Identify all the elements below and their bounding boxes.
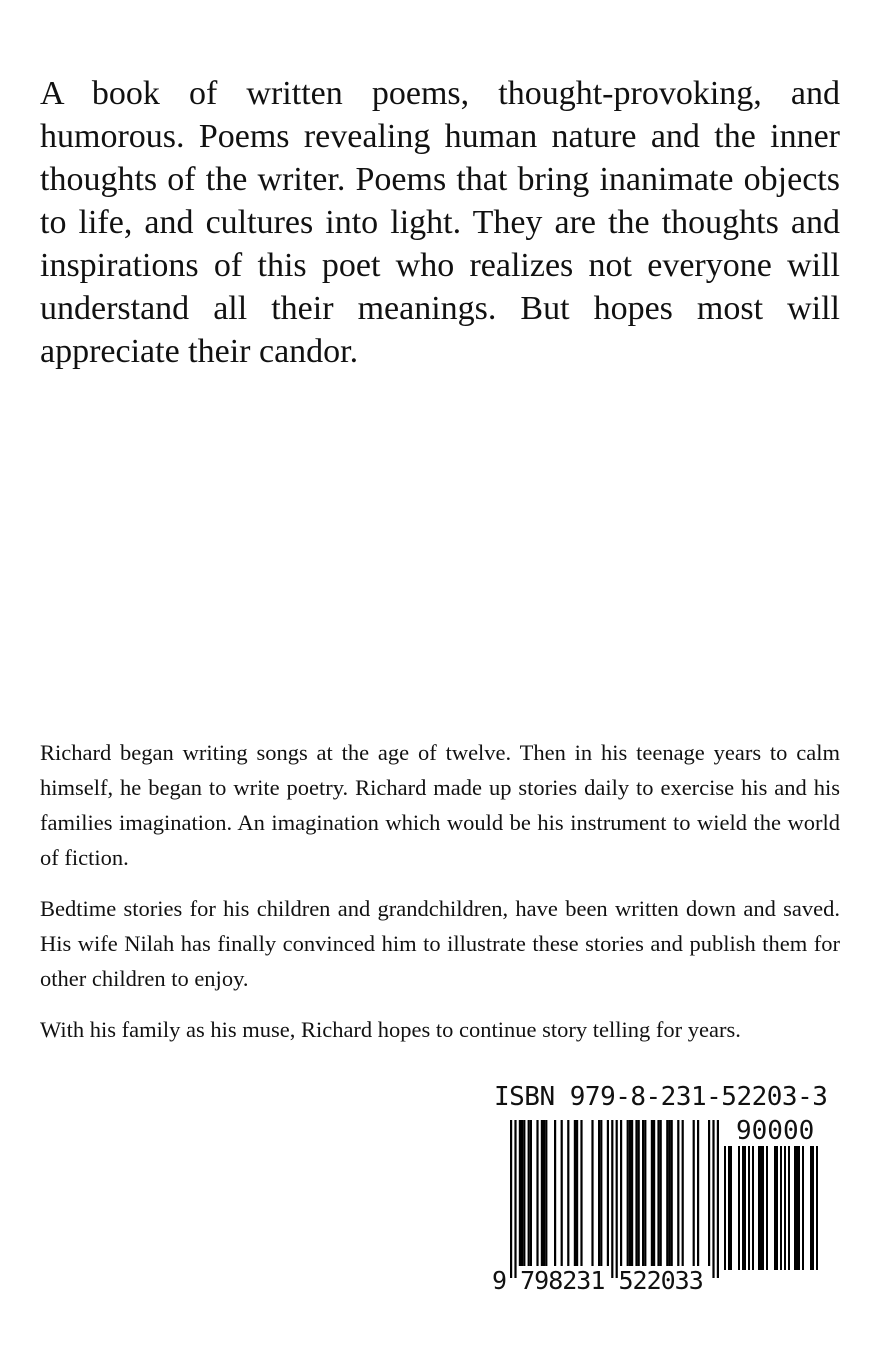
barcode-bar — [677, 1120, 679, 1266]
addon-barcode-bar — [766, 1146, 768, 1270]
back-cover-blurb: A book of written poems, thought-provoking, and humorous. Poems revealing human nature and the inner thoughts of the writer. Poems that bring inanimate objects to life, and cultures into light. They are the thoughts and inspirations of this poet who realizes not everyone will understand all their meanings. But hopes most will appreciate their candor. — [40, 75, 840, 370]
barcode-bar — [697, 1120, 699, 1266]
addon-barcode-bar — [816, 1146, 818, 1270]
barcode-bar — [660, 1120, 662, 1266]
addon-barcode-bar — [738, 1146, 740, 1270]
addon-barcode-bar — [798, 1146, 800, 1270]
barcode-bar — [528, 1120, 530, 1266]
barcode-bar — [519, 1120, 521, 1266]
barcode-bar — [567, 1120, 569, 1266]
barcode-bar — [717, 1120, 719, 1278]
barcode-bar — [580, 1120, 582, 1266]
barcode-bar — [616, 1120, 618, 1278]
barcode-bar — [554, 1120, 556, 1266]
barcode-bar — [545, 1120, 547, 1266]
addon-barcode-bar — [780, 1146, 782, 1270]
barcode-bar — [543, 1120, 545, 1266]
barcode-bar — [600, 1120, 602, 1266]
barcode-bar — [635, 1120, 637, 1266]
barcode-bar — [629, 1120, 631, 1266]
barcode-bar — [651, 1120, 653, 1266]
barcode-bar — [591, 1120, 593, 1266]
barcode-bar — [631, 1120, 633, 1266]
barcode-bar — [561, 1120, 563, 1266]
addon-barcode-bar — [748, 1146, 750, 1270]
barcode-bar — [607, 1120, 609, 1266]
price-addon-code: 90000 — [736, 1116, 815, 1146]
barcode-bar — [638, 1120, 640, 1266]
bio-paragraph-3: With his family as his muse, Richard hopes to continue story telling for years. — [40, 1017, 741, 1042]
barcode-bar — [666, 1120, 668, 1266]
barcode-bar — [682, 1120, 684, 1266]
barcode-bar — [712, 1120, 714, 1278]
barcode-bar — [536, 1120, 538, 1266]
barcode-bar — [693, 1120, 695, 1266]
barcode-bar — [521, 1120, 523, 1266]
addon-barcode-bar — [784, 1146, 786, 1270]
barcode-bar — [574, 1120, 576, 1266]
author-bio — [40, 735, 840, 1063]
barcode-bar — [530, 1120, 532, 1266]
barcode-bar — [598, 1120, 600, 1266]
addon-barcode-bar — [744, 1146, 746, 1270]
barcode-bar — [657, 1120, 659, 1266]
addon-barcode-bar — [774, 1146, 776, 1270]
addon-barcode-bar — [752, 1146, 754, 1270]
addon-barcode-bar — [810, 1146, 812, 1270]
barcode-bar — [611, 1120, 613, 1278]
addon-barcode-bar — [796, 1146, 798, 1270]
barcode-bar — [620, 1120, 622, 1266]
addon-barcode-bar — [802, 1146, 804, 1270]
barcode-bar — [514, 1120, 516, 1278]
addon-barcode-bar — [762, 1146, 764, 1270]
addon-barcode-bar — [812, 1146, 814, 1270]
barcode-bar — [510, 1120, 512, 1278]
barcode-bar — [671, 1120, 673, 1266]
addon-barcode-bar — [728, 1146, 730, 1270]
bio-paragraph-1: Richard began writing songs at the age of twelve. Then in his teenage years to calm himself, he began to write poetry. Richard made up stories daily to exercise his and his families imagination. An imagination which would be his instrument to wield the world of fiction. — [40, 740, 840, 870]
barcode-bar — [627, 1120, 629, 1266]
barcode-bar — [653, 1120, 655, 1266]
barcode-bar — [708, 1120, 710, 1266]
price-addon-barcode — [724, 1146, 824, 1270]
addon-barcode-bar — [742, 1146, 744, 1270]
addon-barcode-bar — [794, 1146, 796, 1270]
addon-barcode-bar — [724, 1146, 726, 1270]
barcode-bar — [523, 1120, 525, 1266]
isbn-label: ISBN 979-8-231-52203-3 — [494, 1082, 828, 1112]
addon-barcode-bar — [776, 1146, 778, 1270]
barcode-bar — [576, 1120, 578, 1266]
addon-barcode-bar — [758, 1146, 760, 1270]
addon-barcode-bar — [730, 1146, 732, 1270]
addon-barcode-bar — [788, 1146, 790, 1270]
barcode-bar — [642, 1120, 644, 1266]
isbn-barcode-block — [490, 1080, 835, 1300]
barcode-bar — [541, 1120, 543, 1266]
barcode-bar — [644, 1120, 646, 1266]
barcode-bar — [668, 1120, 670, 1266]
bio-paragraph-2: Bedtime stories for his children and grandchildren, have been written down and saved. His wife Nilah has finally convinced him to illustrate these stories and publish them for other children to enjoy. — [40, 896, 840, 991]
barcode-digits: 9 798231 522033 — [492, 1266, 703, 1295]
addon-barcode-bar — [760, 1146, 762, 1270]
